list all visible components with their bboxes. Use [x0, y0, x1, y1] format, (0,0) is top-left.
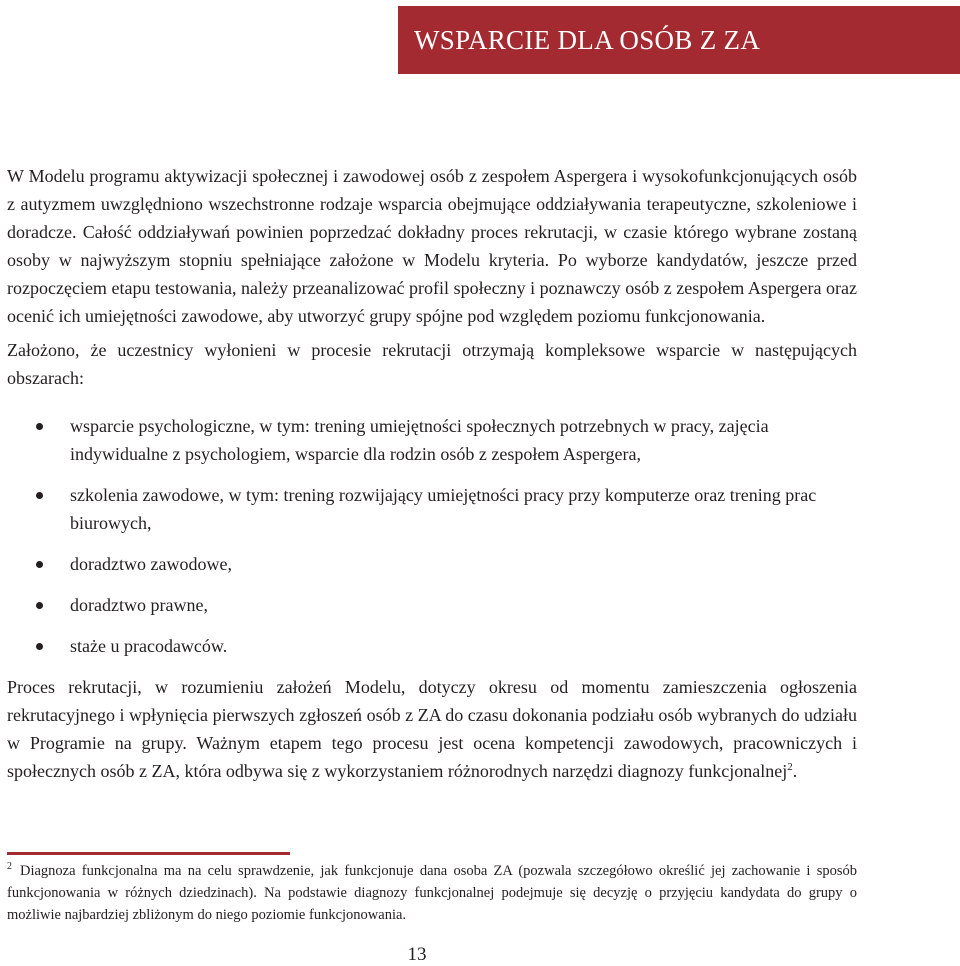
footnote-number: 2 [7, 861, 12, 873]
recruitment-paragraph-text: Proces rekrutacji, w rozumieniu założeń Modelu, dotyczy okresu od momentu zamieszczenia ogłoszenia rekrutacyjnego i wpłynięcia pierwszych zgłoszeń osób z ZA do czasu dokonania podziału osób wybranych do udziału w Programie na grupy. Ważnym etapem tego procesu jest ocena kompetencji zawodowych, pracowniczych i społecznych osób z ZA, która odbywa się z wykorzystaniem różnorodnych narzędzi diagnozy funkcjonalnej [7, 677, 857, 781]
section-title: WSPARCIE DLA OSÓB Z ZA [414, 24, 761, 55]
bullet-icon [36, 643, 43, 650]
list-item [7, 632, 857, 660]
page-number: 13 [407, 944, 427, 965]
list-item-text: staże u pracodawców. [70, 636, 228, 656]
intro-paragraph: W Modelu programu aktywizacji społecznej i zawodowej osób z zespołem Aspergera i wysokofunkcjonujących osób z autyzmem uwzględniono wszechstronne rodzaje wsparcia obejmujące oddziaływania terapeutyczne, szkoleniowe i doradcze. Całość oddziaływań powinien poprzedzać dokładny proces rekrutacji, w czasie którego wybrane zostaną osoby w najwyższym stopniu spełniające założone w Modelu kryteria. Po wyborze kandydatów, jeszcze przed rozpoczęciem etapu testowania, należy przeanalizować profil społeczny i poznawczy osób z zespołem Aspergera oraz ocenić ich umiejętności zawodowe, aby utworzyć grupy spójne pod względem poziomu funkcjonowania. [7, 166, 857, 326]
footnote-text: Diagnoza funkcjonalna ma na celu sprawdzenie, jak funkcjonuje dana osoba ZA (pozwala szczegółowo określić jej zachowanie i sposób funkcjonowania w różnych dziedzinach). Na podstawie diagnozy funkcjonalnej podejmuje się decyzję o przyjęciu kandydata do grupy o możliwie najbardziej zbliżonym do niego poziomie funkcjonowania. [7, 863, 857, 923]
recruitment-paragraph-end: . [792, 761, 798, 781]
list-item [7, 481, 857, 537]
bullet-icon [36, 561, 43, 568]
list-item-text: doradztwo prawne, [70, 595, 208, 615]
section-header-banner [398, 6, 960, 74]
footnote-reference[interactable]: 2 [787, 761, 793, 773]
list-item [7, 412, 857, 468]
list-item [7, 591, 857, 619]
recruitment-paragraph [7, 673, 857, 785]
bullet-icon [36, 602, 43, 609]
list-item-text: doradztwo zawodowe, [70, 554, 232, 574]
bullet-icon [36, 492, 43, 499]
support-areas-paragraph: Założono, że uczestnicy wyłonieni w procesie rekrutacji otrzymają kompleksowe wsparcie w następujących obszarach: [7, 340, 857, 388]
footnote-divider [7, 852, 290, 855]
bullet-icon [36, 423, 43, 430]
list-item [7, 550, 857, 578]
list-item-text: wsparcie psychologiczne, w tym: trening umiejętności społecznych potrzebnych w pracy, zajęcia indywidualne z psychologiem, wsparcie dla rodzin osób z zespołem Aspergera, [70, 416, 769, 464]
footnote [7, 860, 857, 926]
support-areas-list [7, 412, 857, 660]
main-content [7, 162, 857, 791]
list-item-text: szkolenia zawodowe, w tym: trening rozwijający umiejętności pracy przy komputerze oraz trening prac biurowych, [70, 485, 817, 533]
